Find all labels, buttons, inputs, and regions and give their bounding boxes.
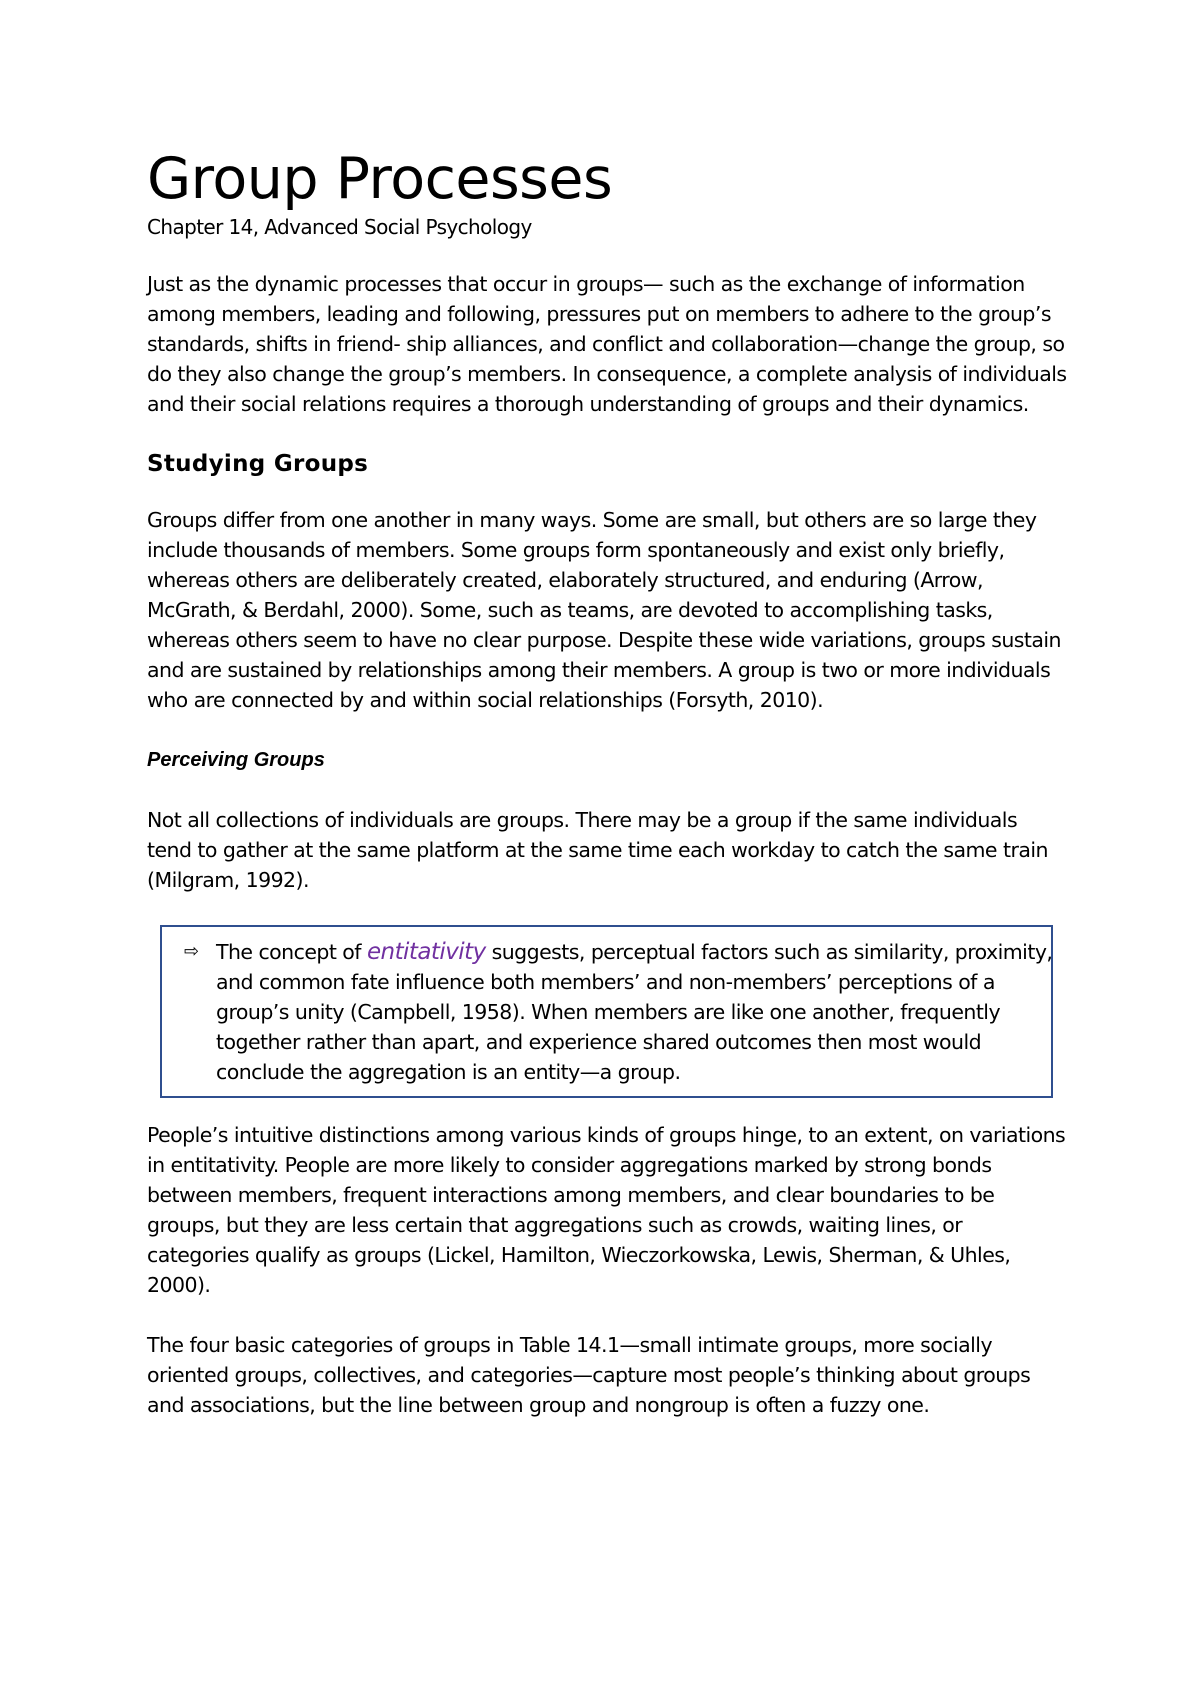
subsection-heading-perceiving-groups: Perceiving Groups xyxy=(147,749,325,771)
group-categories-paragraph: The four basic categories of groups in Table 14.1—small intimate groups, more socially oriented groups, collectives, and categories—capture most people’s thinking about groups and associations, but the line between group and nongroup is often a fuzzy one. xyxy=(147,1333,1031,1417)
perceiving-groups-paragraph: Not all collections of individuals are groups. There may be a group if the same individuals tend to gather at the same platform at the same time each workday to catch the same train (Milgram, 1992). xyxy=(147,808,1048,892)
chapter-subtitle: Chapter 14, Advanced Social Psychology xyxy=(147,215,532,239)
callout-text xyxy=(216,937,1059,1087)
callout-bullet-item xyxy=(184,937,1053,1087)
document-body xyxy=(147,146,1067,1450)
arrow-bullet-icon: ⇨ xyxy=(184,941,200,962)
page-title: Group Processes xyxy=(147,146,613,212)
callout-text-after: suggests, perceptual factors such as similarity, proximity, and common fate influence both members’ and non-members’ perceptions of a group’s unity (Campbell, 1958). When members are like one another, frequently together rather than apart, and experience shared outcomes then most would conclude the aggregation is an entity—a group. xyxy=(216,940,1053,1084)
entitativity-callout-box xyxy=(160,925,1053,1098)
callout-text-before: The concept of xyxy=(216,940,367,964)
section-heading-studying-groups: Studying Groups xyxy=(147,451,369,477)
entitativity-term: entitativity xyxy=(366,939,486,965)
studying-groups-paragraph: Groups differ from one another in many ways. Some are small, but others are so large they include thousands of members. Some groups form spontaneously and exist only briefly, whereas others are deliberately created, elaborately structured, and enduring (Arrow, McGrath, & Berdahl, 2000). Some, such as teams, are devoted to accomplishing tasks, whereas others seem to have no clear purpose. Despite these wide variations, groups sustain and are sustained by relationships among their members. A group is two or more individuals who are connected by and within social relationships (Forsyth, 2010). xyxy=(147,508,1061,712)
entitativity-paragraph: People’s intuitive distinctions among various kinds of groups hinge, to an extent, on variations in entitativity. People are more likely to consider aggregations marked by strong bonds between members, frequent interactions among members, and clear boundaries to be groups, but they are less certain that aggregations such as crowds, waiting lines, or categories qualify as groups (Lickel, Hamilton, Wieczorkowska, Lewis, Sherman, & Uhles, 2000). xyxy=(147,1123,1066,1297)
intro-paragraph: Just as the dynamic processes that occur in groups— such as the exchange of information among members, leading and following, pressures put on members to adhere to the group’s standards, shifts in friend- ship alliances, and conflict and collaboration—change the group, so do they also change the group’s members. In consequence, a complete analysis of individuals and their social relations requires a thorough understanding of groups and their dynamics. xyxy=(147,272,1067,416)
